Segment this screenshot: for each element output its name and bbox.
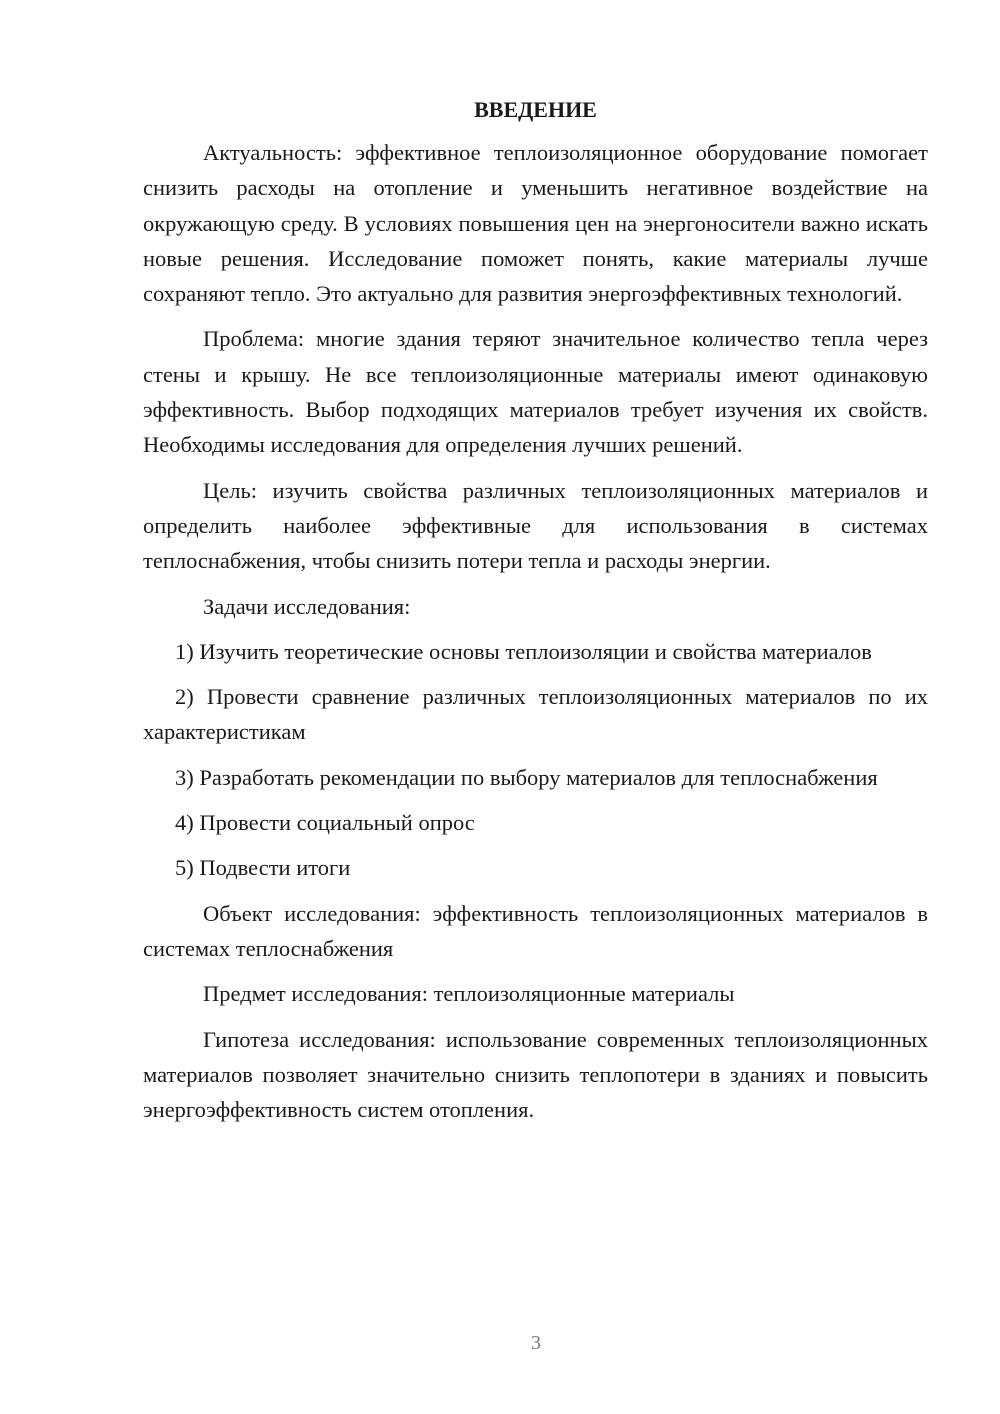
task-item-5: 5) Подвести итоги xyxy=(175,855,351,881)
task-item-3: 3) Разработать рекомендации по выбору материалов для теплоснабжения xyxy=(175,764,878,790)
paragraph-goal: Цель: изучить свойства различных теплоизоляционных материалов и определить наиболее эффективные для использования в системах теплоснабжения, чтобы снизить потери тепла и расходы энергии. xyxy=(143,477,928,574)
section-title: ВВЕДЕНИЕ xyxy=(474,97,597,122)
task-item-1: 1) Изучить теоретические основы теплоизоляции и свойства материалов xyxy=(175,638,872,664)
paragraph-problem: Проблема: многие здания теряют значительное количество тепла через стены и крышу. Не все теплоизоляционные материалы имеют одинаковую эффективность. Выбор подходящих материалов требует изучения их свойств. Необходимы исследования для определения лучших решений. xyxy=(143,326,928,458)
paragraph-subject: Предмет исследования: теплоизоляционные материалы xyxy=(203,981,735,1007)
paragraph-hypothesis: Гипотеза исследования: использование современных теплоизоляционных материалов позволяет значительно снизить теплопотери в зданиях и повысить энергоэффективность систем отопления. xyxy=(143,1026,928,1123)
task-item-4: 4) Провести социальный опрос xyxy=(175,810,475,836)
paragraph-object: Объект исследования: эффективность теплоизоляционных материалов в системах теплоснабжения xyxy=(143,900,928,961)
task-item-2: 2) Провести сравнение различных теплоизоляционных материалов по их характеристикам xyxy=(143,684,928,745)
document-page xyxy=(143,92,928,1137)
page-number: 3 xyxy=(531,1332,541,1354)
paragraph-tasks-heading: Задачи исследования: xyxy=(203,593,411,619)
paragraph-relevance: Актуальность: эффективное теплоизоляционное оборудование помогает снизить расходы на отопление и уменьшить негативное воздействие на окружающую среду. В условиях повышения цен на энергоносители важно искать новые решения. Исследование поможет понять, какие материалы лучше сохраняют тепло. Это актуально для развития энергоэффективных технологий. xyxy=(143,140,928,307)
